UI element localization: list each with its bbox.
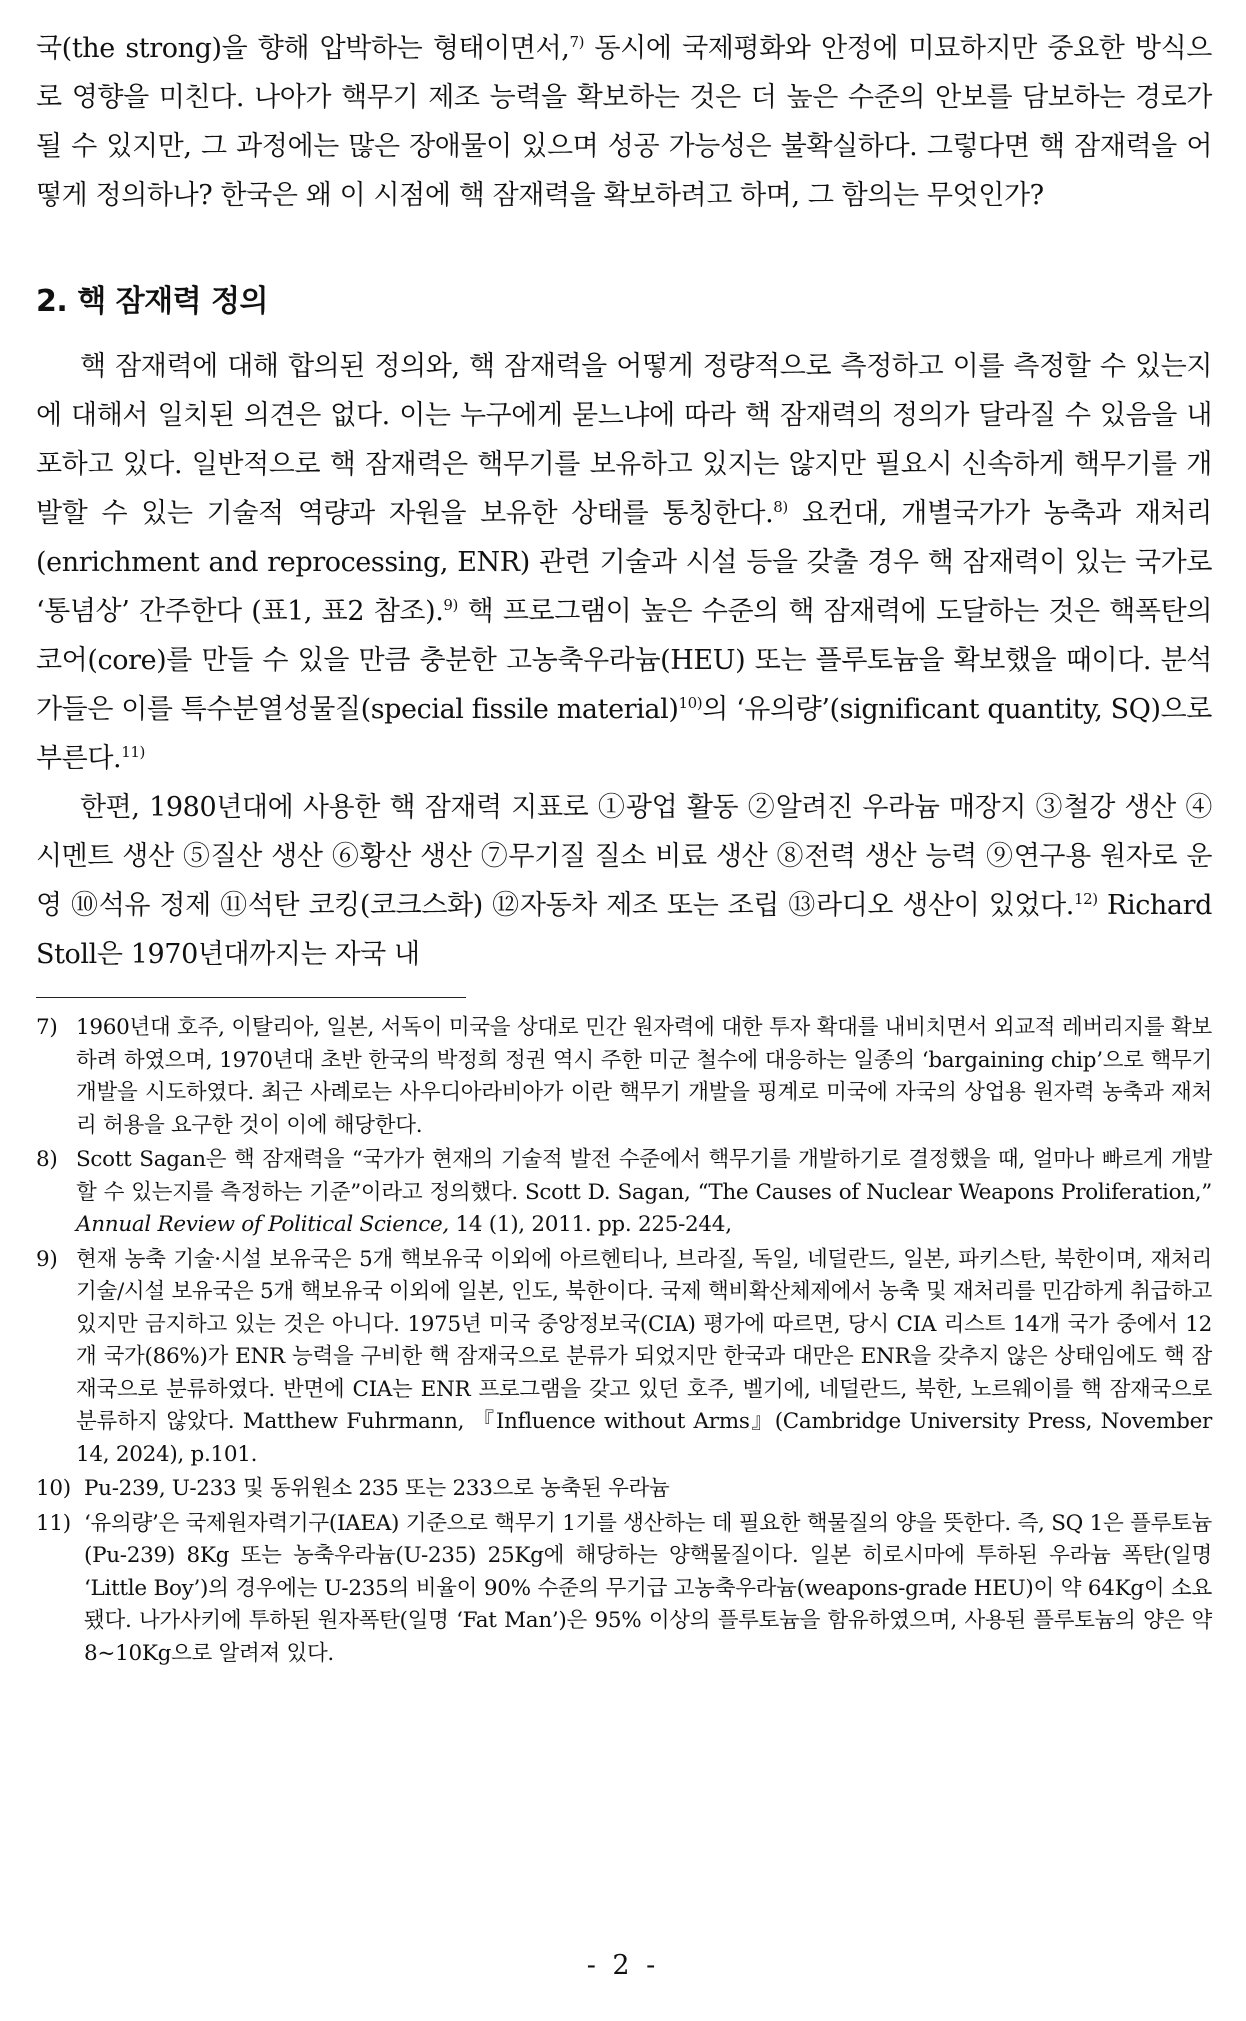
footnote-text — [76, 1144, 1212, 1242]
paragraph-text: 핵 잠재력에 대해 합의된 정의와, 핵 잠재력을 어떻게 정량적으로 측정하고 이를 측정할 수 있는지에 대해서 일치된 의견은 없다. 이는 누구에게 묻느냐에 따라 핵 잠재력의 정의가 달라질 수 있음을 내포하고 있다. 일반적으로 핵 잠재력은 핵무기를 보유하고 있지는 않지만 필요시 신속하게 핵무기를 개발할 수 있는 기술적 역량과 자원을 보유한 상태를 통칭한다. — [36, 351, 1212, 529]
footnote-text-part: 14 (1), 2011. pp. 225-244, — [448, 1212, 732, 1237]
paragraph-text: 핵 프로그램이 높은 수준의 핵 잠재력에 도달하는 것은 핵폭탄의 코어(core)를 만들 수 있을 만큼 충분한 고농축우라늄(HEU) 또는 플루토늄을 확보했을 때이다. 분석가들은 이를 특수분열성물질(special fissile material) — [36, 596, 1213, 725]
footnote-ref-11[interactable]: 11) — [121, 743, 145, 761]
footnote-number: 10) — [36, 1476, 71, 1501]
footnote-text: Pu-239, U-233 및 동위원소 235 또는 233으로 농축된 우라늄 — [84, 1476, 670, 1501]
page-number: - 2 - — [586, 1950, 660, 1981]
journal-title: Annual Review of Political Science, — [76, 1212, 449, 1237]
footnote-ref-12[interactable]: 12) — [1073, 890, 1098, 908]
footnote-text: ‘유의량’은 국제원자력기구(IAEA) 기준으로 핵무기 1기를 생산하는 데 필요한 핵물질의 양을 뜻한다. 즉, SQ 1은 플루토늄 (Pu-239) 8Kg 또는 농축우라늄(U-235) 25Kg에 해당하는 양핵물질이다. 일본 히로시마에 투하된 우라늄 폭탄(일명 ‘Little Boy’)의 경우에는 U-235의 비율이 90% 수준의 무기급 고농축우라늄(weapons-grade HEU)이 약 64Kg이 소요됐다. 나가사키에 투하된 원자폭탄(일명 ‘Fat Man’)은 95% 이상의 플루토늄을 함유하였으며, 사용된 플루토늄의 양은 약 8~10Kg으로 알려져 있다. — [84, 1510, 1212, 1666]
footnote-number: 9) — [36, 1246, 58, 1272]
paragraph-text: 의 ‘유의량’(significant quantity, SQ)으로 부른다. — [36, 694, 1212, 774]
footnote-ref-7[interactable]: 7) — [569, 33, 585, 51]
footnote-text: 현재 농축 기술·시설 보유국은 5개 핵보유국 이외에 아르헨티나, 브라질, 독일, 네덜란드, 일본, 파키스탄, 북한이며, 재처리 기술/시설 보유국은 5개 핵보유국 이외에 일본, 인도, 북한이다. 국제 핵비확산체제에서 농축 및 재처리를 민감하게 취급하고 있지만 금지하고 있는 것은 아니다. 1975년 미국 중앙정보국(CIA) 평가에 따르면, 당시 CIA 리스트 14개 국가 중에서 12개 국가(86%)가 ENR 능력을 구비한 핵 잠재국으로 분류가 되었지만 한국과 대만은 ENR을 갖추지 않은 상태임에도 핵 잠재국으로 분류하였다. 반면에 CIA는 ENR 프로그램을 갖고 있던 호주, 벨기에, 네덜란드, 북한, 노르웨이를 핵 잠재국으로 분류하지 않았다. Matthew Fuhrmann, 『Influence without Arms』(Cambridge University Press, November 14, 2024), p.101. — [76, 1246, 1212, 1467]
footnote-number: 8) — [36, 1147, 58, 1172]
footnote-divider — [36, 997, 466, 998]
footnote-number: 7) — [36, 1015, 58, 1040]
footnote-ref-9[interactable]: 9) — [443, 596, 459, 614]
intro-text: 동시에 국제평화와 안정에 미묘하지만 중요한 방식으로 영향을 미친다. 나아가 핵무기 제조 능력을 확보하는 것은 더 높은 수준의 안보를 담보하는 경로가 될 수 있지만, 그 과정에는 많은 장애물이 있으며 성공 가능성은 불확실하다. 그렇다면 핵 잠재력을 어떻게 정의하나? 한국은 왜 이 시점에 핵 잠재력을 확보하려고 하며, 그 함의는 무엇인가? — [36, 33, 1212, 211]
intro-text: 국(the strong)을 향해 압박하는 형태이면서, — [36, 33, 570, 64]
footnote-number: 11) — [36, 1510, 71, 1536]
definition-paragraph — [36, 342, 1212, 783]
footnote-8 — [36, 1144, 1212, 1242]
footnotes — [36, 1012, 1212, 1670]
footnote-10 — [36, 1473, 1212, 1506]
indicators-paragraph — [36, 783, 1212, 979]
section-heading: 2. 핵 잠재력 정의 — [36, 284, 268, 319]
intro-paragraph — [36, 24, 1212, 220]
footnote-7 — [36, 1012, 1212, 1142]
footnote-ref-8[interactable]: 8) — [773, 498, 788, 516]
paragraph-text: Richard Stoll은 1970년대까지는 자국 내 — [36, 890, 1212, 970]
document-page — [36, 24, 1212, 1672]
footnote-text: 1960년대 호주, 이탈리아, 일본, 서독이 미국을 상대로 민간 원자력에 대한 투자 확대를 내비치면서 외교적 레버리지를 확보하려 하였으며, 1970년대 초반 한국의 박정희 정권 역시 주한 미군 철수에 대응하는 일종의 ‘bargaining chip’으로 핵무기 개발을 시도하였다. 최근 사례로는 사우디아라비아가 이란 핵무기 개발을 핑계로 미국에 자국의 상업용 원자력 농축과 재처리 허용을 요구한 것이 이에 해당한다. — [76, 1015, 1212, 1138]
paragraph-text: 요컨대, 개별국가가 농축과 재처리(enrichment and reprocessing, ENR) 관련 기술과 시설 등을 갖출 경우 핵 잠재력이 있는 국가로 ‘통념상’ 간주한다 (표1, 표2 참조). — [36, 498, 1212, 627]
footnote-11 — [36, 1508, 1212, 1671]
paragraph-text: 한편, 1980년대에 사용한 핵 잠재력 지표로 ①광업 활동 ②알려진 우라늄 매장지 ③철강 생산 ④시멘트 생산 ⑤질산 생산 ⑥황산 생산 ⑦무기질 질소 비료 생산 ⑧전력 생산 능력 ⑨연구용 원자로 운영 ⑩석유 정제 ⑪석탄 코킹(코크스화) ⑫자동차 제조 또는 조립 ⑬라디오 생산이 있었다. — [36, 792, 1212, 921]
footnote-ref-10[interactable]: 10) — [678, 694, 703, 712]
footnote-text-part: Scott Sagan은 핵 잠재력을 “국가가 현재의 기술적 발전 수준에서 핵무기를 개발하기로 결정했을 때, 얼마나 빠르게 개발할 수 있는지를 측정하는 기준”이라고 정의했다. Scott D. Sagan, “The Causes of Nuclear Weapons Proliferation,” — [76, 1147, 1212, 1205]
footnote-9 — [36, 1244, 1212, 1472]
